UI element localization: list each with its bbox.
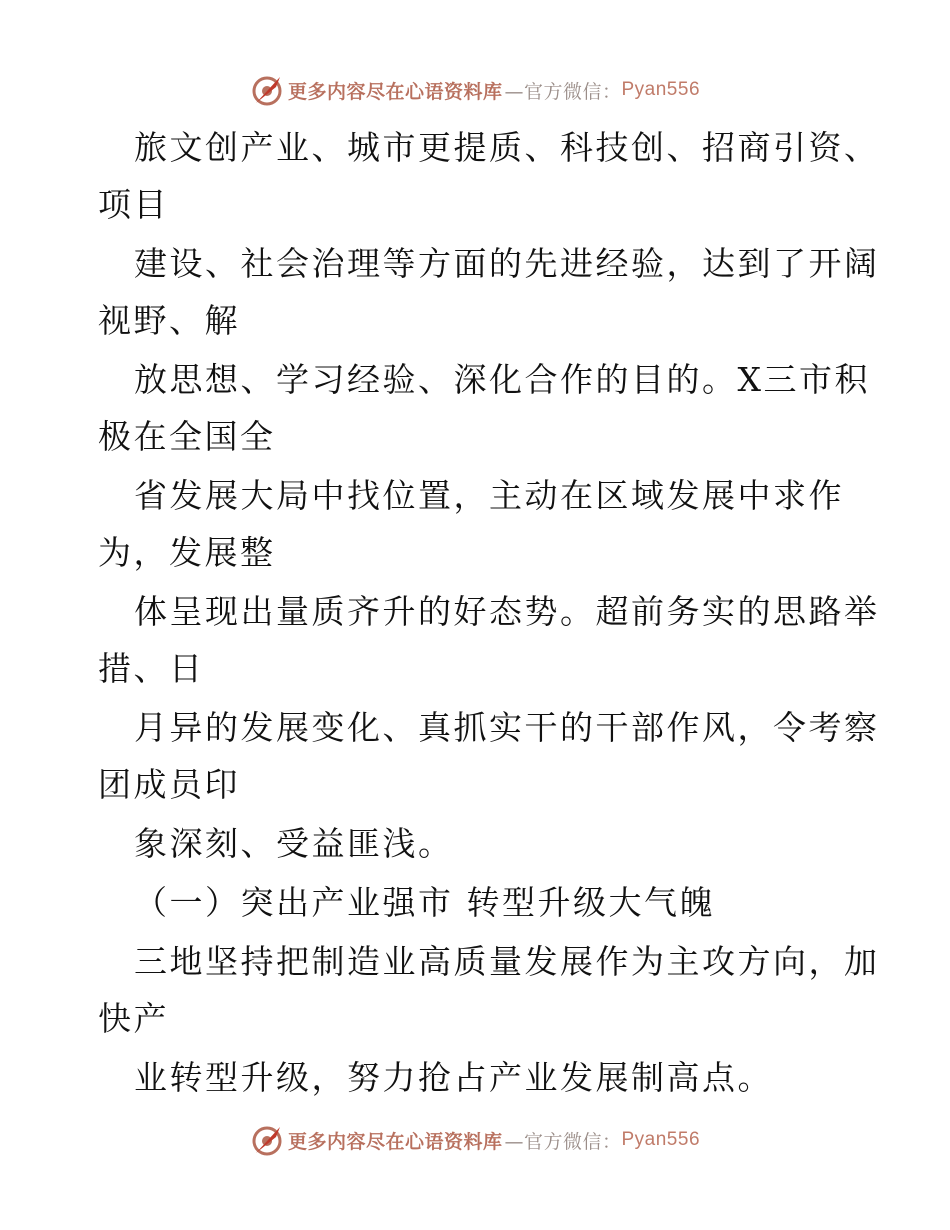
text-line: 项目 (98, 185, 169, 224)
text-line: 旅文创产业、城市更提质、科技创、招商引资、 (134, 128, 880, 167)
text-line: 象深刻、受益匪浅。 (134, 824, 454, 863)
watermark-account: Pyan556 (621, 1129, 701, 1150)
text-line: 为，发展整 (98, 533, 276, 572)
text-line: 省发展大局中找位置，主动在区域发展中求作 (134, 476, 844, 515)
watermark-account: Pyan556 (621, 79, 701, 100)
text-line: 业转型升级，努力抢占产业发展制高点。 (134, 1058, 773, 1097)
header-watermark (0, 70, 950, 110)
watermark-official-label: —官方微信： (504, 80, 622, 103)
watermark-brand: 更多内容尽在心语资料库 (287, 80, 503, 103)
text-line: 体呈现出量质齐升的好态势。超前务实的思路举 (134, 592, 880, 631)
text-line: 团成员印 (98, 765, 240, 804)
text-line: 视野、解 (98, 301, 240, 340)
text-line: 快产 (98, 999, 169, 1038)
text-line: 极在全国全 (98, 417, 276, 456)
watermark-official-label: —官方微信： (504, 1130, 622, 1153)
watermark-brand: 更多内容尽在心语资料库 (287, 1130, 503, 1153)
section-heading: （一）突出产业强市 转型升级大气魄 (134, 883, 715, 922)
quill-logo-icon (250, 1123, 284, 1157)
quill-logo-icon (250, 73, 284, 107)
text-line: 建设、社会治理等方面的先进经验，达到了开阔 (134, 244, 880, 283)
text-line: 月异的发展变化、真抓实干的干部作风，令考察 (134, 708, 880, 747)
text-line: 三地坚持把制造业高质量发展作为主攻方向，加 (134, 942, 880, 981)
text-line: 措、日 (98, 649, 205, 688)
text-line: 放思想、学习经验、深化合作的目的。X三市积 (134, 360, 870, 399)
footer-watermark (0, 1120, 950, 1160)
